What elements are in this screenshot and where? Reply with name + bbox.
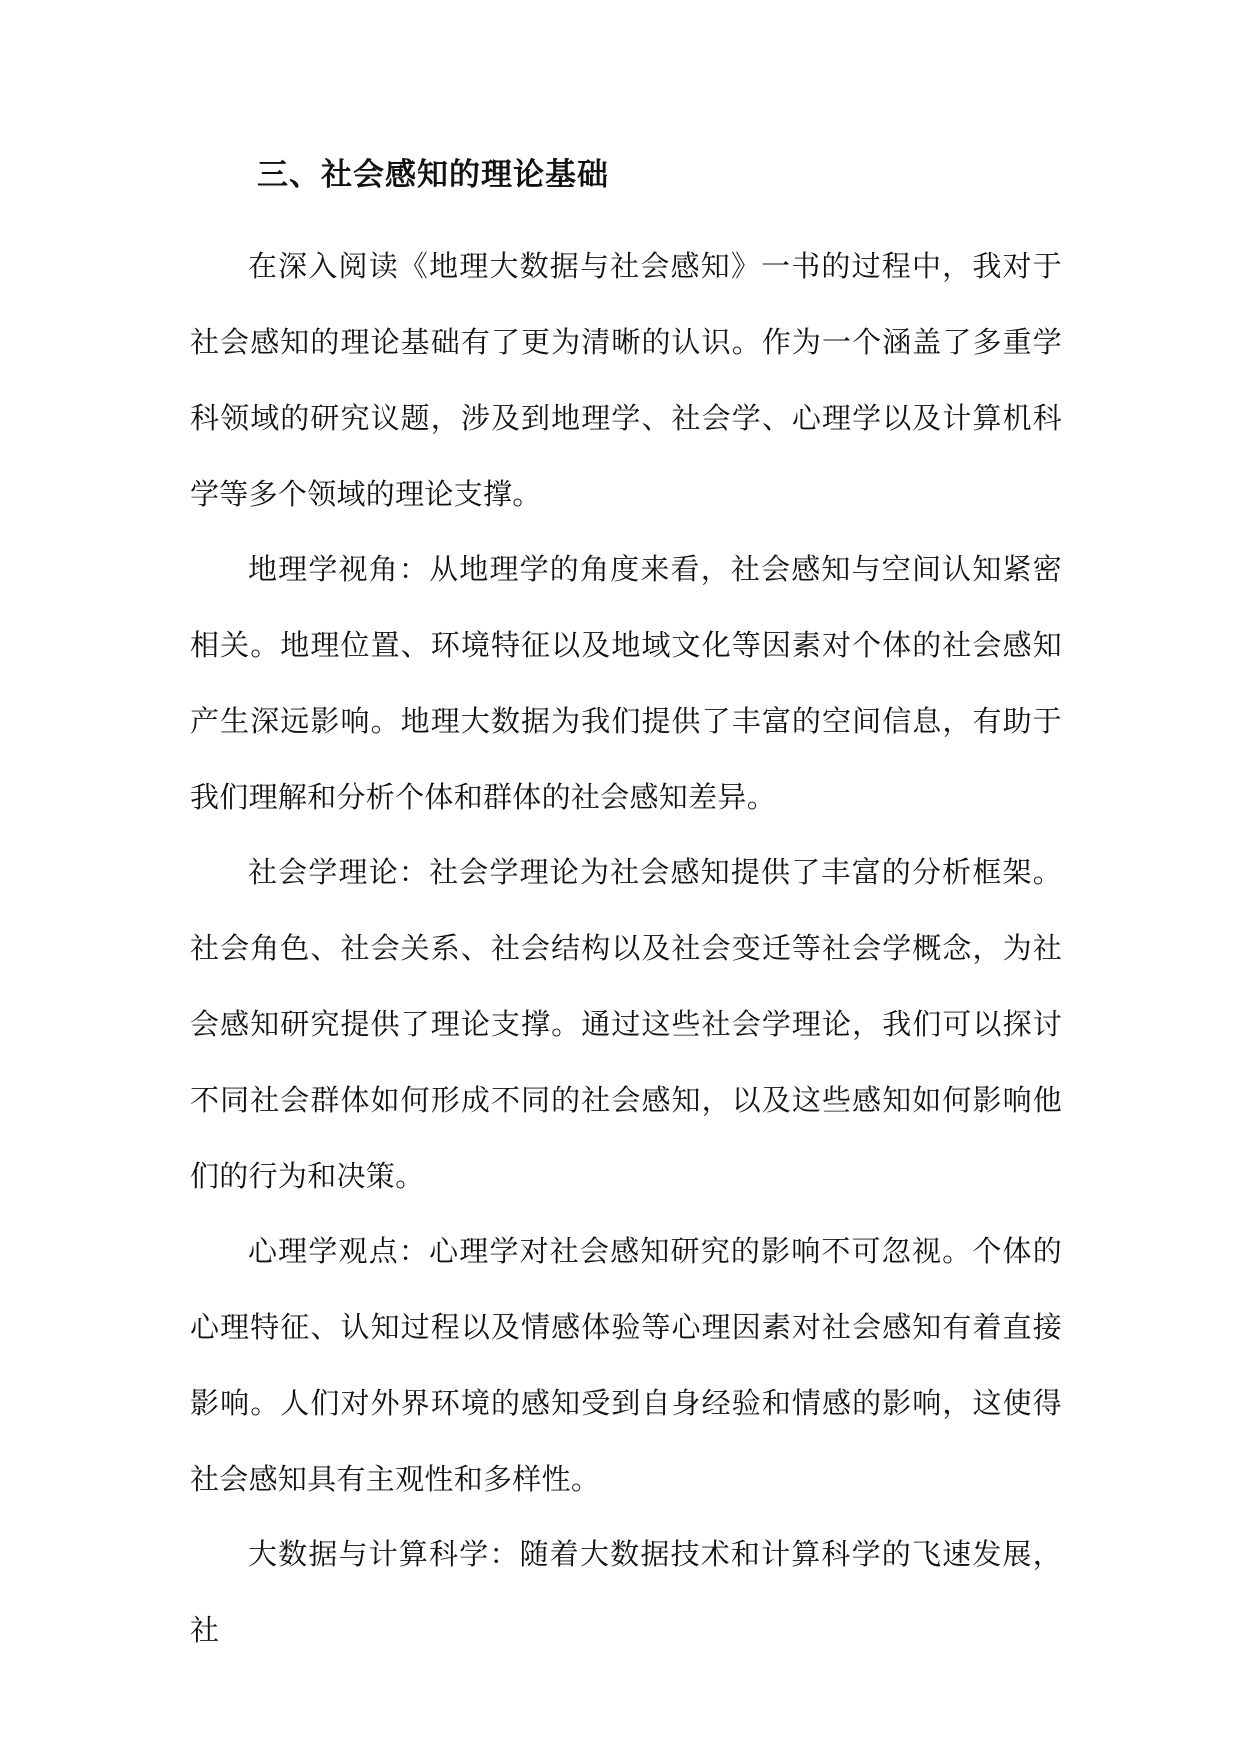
paragraph-sociology: 社会学理论：社会学理论为社会感知提供了丰富的分析框架。社会角色、社会关系、社会结构以及社会变迁等社会学概念，为社会感知研究提供了理论支撑。通过这些社会学理论，我们可以探讨不同社会群体如何形成不同的社会感知，以及这些感知如何影响他们的行为和决策。 bbox=[190, 855, 1062, 1193]
section-heading: 三、社会感知的理论基础 bbox=[257, 157, 609, 193]
paragraph-geography: 地理学视角：从地理学的角度来看，社会感知与空间认知紧密相关。地理位置、环境特征以及地域文化等因素对个体的社会感知产生深远影响。地理大数据为我们提供了丰富的空间信息，有助于我们理解和分析个体和群体的社会感知差异。 bbox=[190, 552, 1062, 814]
paragraph-big-data: 大数据与计算科学：随着大数据技术和计算科学的飞速发展，社 bbox=[190, 1537, 1062, 1647]
paragraph-intro: 在深入阅读《地理大数据与社会感知》一书的过程中，我对于社会感知的理论基础有了更为清晰的认识。作为一个涵盖了多重学科领域的研究议题，涉及到地理学、社会学、心理学以及计算机科学等多个领域的理论支撑。 bbox=[190, 249, 1062, 511]
document-body bbox=[190, 228, 1062, 1667]
paragraph-psychology: 心理学观点：心理学对社会感知研究的影响不可忽视。个体的心理特征、认知过程以及情感体验等心理因素对社会感知有着直接影响。人们对外界环境的感知受到自身经验和情感的影响，这使得社会感知具有主观性和多样性。 bbox=[190, 1234, 1062, 1496]
